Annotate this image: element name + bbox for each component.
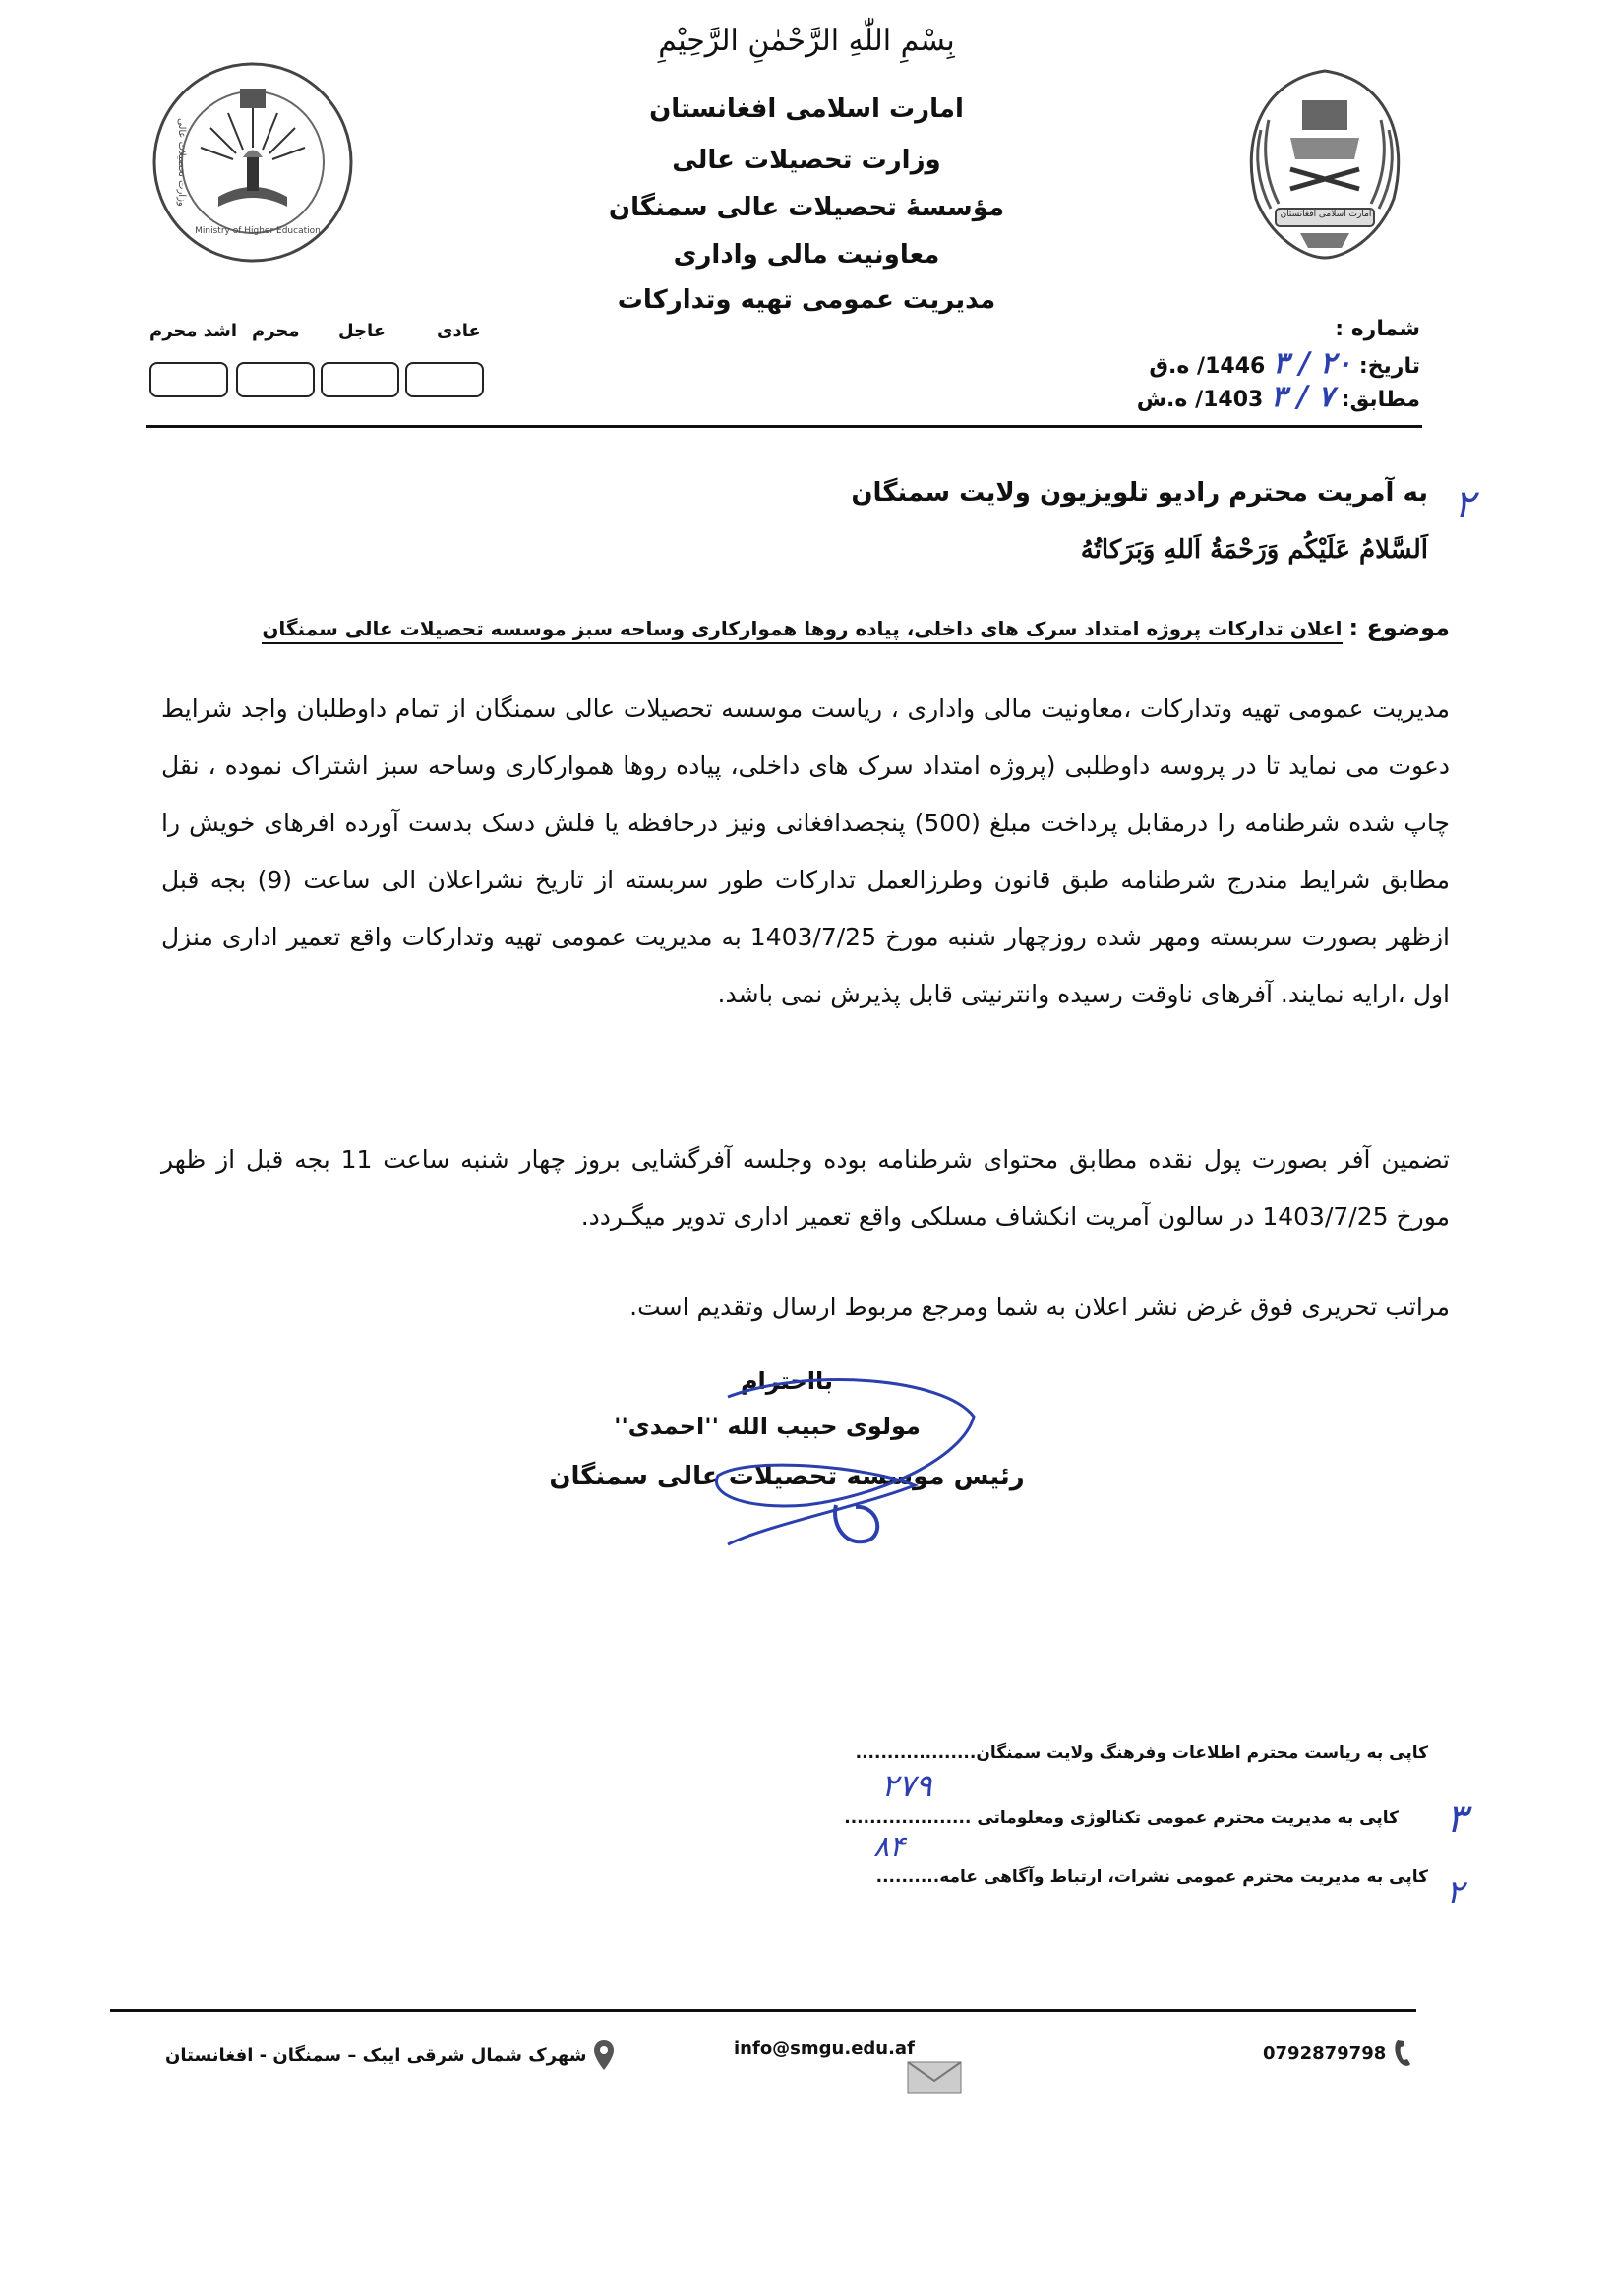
letter-date-hijri (1149, 346, 1420, 381)
copy-hand-number-1: ٢٧٩ (881, 1767, 932, 1804)
addressee-hand-mark: ٢ (1454, 482, 1475, 527)
copy-line-2: کاپی به مدیریت محترم عمومی تکنالوژی ومعلوماتی .................... (844, 1808, 1399, 1828)
date-handwritten: ٢٠ / ٣ (1273, 346, 1352, 381)
mail-envelope-icon (907, 2061, 962, 2094)
footer-address-text: شهرک شمال شرقی ایبک – سمنگان - افغانستان (165, 2044, 587, 2066)
signature-title: رئیس موسسه تحصیلات عالی سمنگان (549, 1462, 1025, 1491)
ministry-seal-english: Ministry of Higher Education (195, 226, 321, 236)
date-label: تاریخ: (1358, 354, 1420, 379)
copy-hand-number-2: ٨۴ (873, 1830, 906, 1864)
header-line-emirate: امارت اسلامی افغانستان (649, 94, 964, 124)
location-pin-icon (592, 2038, 616, 2072)
priority-box-confidential[interactable] (236, 362, 315, 397)
match-handwritten: ٧ / ٣ (1271, 380, 1335, 414)
footer-address (165, 2038, 616, 2072)
header-line-institute: مؤسسۀ تحصیلات عالی سمنگان (608, 193, 1005, 222)
signature-name: مولوی حبیب الله ''احمدی'' (614, 1413, 921, 1440)
footer-divider (110, 2009, 1416, 2012)
copy-line-1: کاپی به ریاست محترم اطلاعات وفرهنگ ولایت سمنگان................... (855, 1743, 1428, 1763)
copy-hand-mark-2: ٣ (1446, 1796, 1467, 1842)
priority-label-urgent: عاجل (338, 321, 387, 341)
header-line-ministry: وزارت تحصیلات عالی (672, 146, 941, 175)
emirate-ribbon-text: امارت اسلامی افغانستان (1280, 210, 1372, 219)
copy-hand-mark-3: ٢ (1446, 1873, 1464, 1912)
addressee: به آمریت محترم رادیو تلویزیون ولایت سمنگان (851, 478, 1428, 508)
match-value: 1403/ (1195, 388, 1264, 412)
header-divider (146, 425, 1422, 428)
subject-text: اعلان تدارکات پروژه امتداد سرک های داخلی، پیاده روها هموارکاری وساحه سبز موسسه تحصیلات عالی سمنگان (262, 617, 1342, 644)
header-line-deputy: معاونیت مالی واداری (673, 240, 940, 270)
match-suffix: ه.ش (1136, 388, 1188, 412)
footer-phone (1263, 2038, 1413, 2068)
ministry-seal-persian: وزارت تحصیلات عالی (176, 118, 187, 207)
emirate-emblem (1231, 61, 1418, 268)
phone-icon (1392, 2038, 1413, 2068)
emirate-emblem-icon (1231, 61, 1418, 268)
number-label: شماره : (1335, 317, 1420, 341)
copy-line-3: کاپی به مدیریت محترم عمومی نشرات، ارتباط وآگاهی عامه.......... (875, 1867, 1428, 1887)
priority-box-top-secret[interactable] (149, 362, 228, 397)
body-paragraph-1: مدیریت عمومی تهیه وتدارکات ،معاونیت مالی واداری ، ریاست موسسه تحصیلات عالی سمنگان از تمام داوطلبان واجد شرایط دعوت می نماید تا در پروسه داوطلبی (پروژه امتداد سرک های داخلی، پیاده روها هموارکاری وساحه سبز اشتراک نموده ، نقل چاپ شده شرطنامه را درمقابل پرداخت مبلغ (500) پنجصدافغانی ونیز درحافظه یا فلش دسک بدست آورده افرهای خویش را مطابق شرایط مندرج شرطنامه طبق قانون وطرزالعمل تدارکات طور سربسته از تاریخ نشراعلان الی ساعت (9) بجه قبل ازظهر بصورت سربسته ومهر شده روزچهار شنبه مورخ 1403/7/25 به مدیریت عمومی تهیه وتدارکات واقع تعمیر اداری منزل اول ،ارایه نمایند. آفرهای ناوقت رسیده وانترنیتی قابل پذیرش نمی باشد. (161, 695, 1451, 1008)
letter-date-solar (1137, 380, 1420, 414)
ministry-seal (149, 59, 356, 266)
subject-label: موضوع : (1348, 614, 1450, 641)
footer-phone-text[interactable]: 0792879798 (1263, 2042, 1387, 2064)
body-paragraph-3: مراتب تحریری فوق غرض نشر اعلان به شما ومرجع مربوط ارسال وتقدیم است. (629, 1293, 1450, 1321)
salutation: اَلسَّلامُ عَلَيْكُم وَرَحْمَةُ اَللهِ وَبَرَكاتُهُ (1080, 535, 1428, 565)
footer-email-text[interactable]: info@smgu.edu.af (734, 2038, 915, 2059)
priority-box-normal[interactable] (405, 362, 484, 397)
priority-label-top-secret: اشد محرم (149, 321, 238, 341)
footer-email (734, 2038, 962, 2099)
bismillah: بِسْمِ اللّٰهِ الرَّحْمٰنِ الرَّحِيْمِ (658, 24, 955, 58)
priority-label-confidential: محرم (252, 321, 300, 341)
header-line-directorate: مدیریت عمومی تهیه وتدارکات (617, 285, 996, 315)
date-suffix: ه.ق (1149, 354, 1190, 379)
date-value: 1446/ (1197, 354, 1266, 379)
handwritten-signature-icon (688, 1358, 984, 1554)
letter-number (1335, 317, 1420, 341)
body-paragraph-2: تضمین آفر بصورت پول نقده مطابق محتوای شرطنامه بوده وجلسه آفرگشایی بروز چهار شنبه ساعت 11 بجه قبل از ظهر مورخ 1403/7/25 در سالون آمریت انکشاف مسلکی واقع تعمیر اداری تدویر میگـردد. (161, 1145, 1451, 1231)
signature-regards: بااحترام (740, 1367, 834, 1395)
subject-line (171, 614, 1450, 641)
priority-label-normal: عادی (437, 321, 481, 341)
priority-box-urgent[interactable] (321, 362, 399, 397)
match-label: مطابق: (1341, 388, 1420, 412)
